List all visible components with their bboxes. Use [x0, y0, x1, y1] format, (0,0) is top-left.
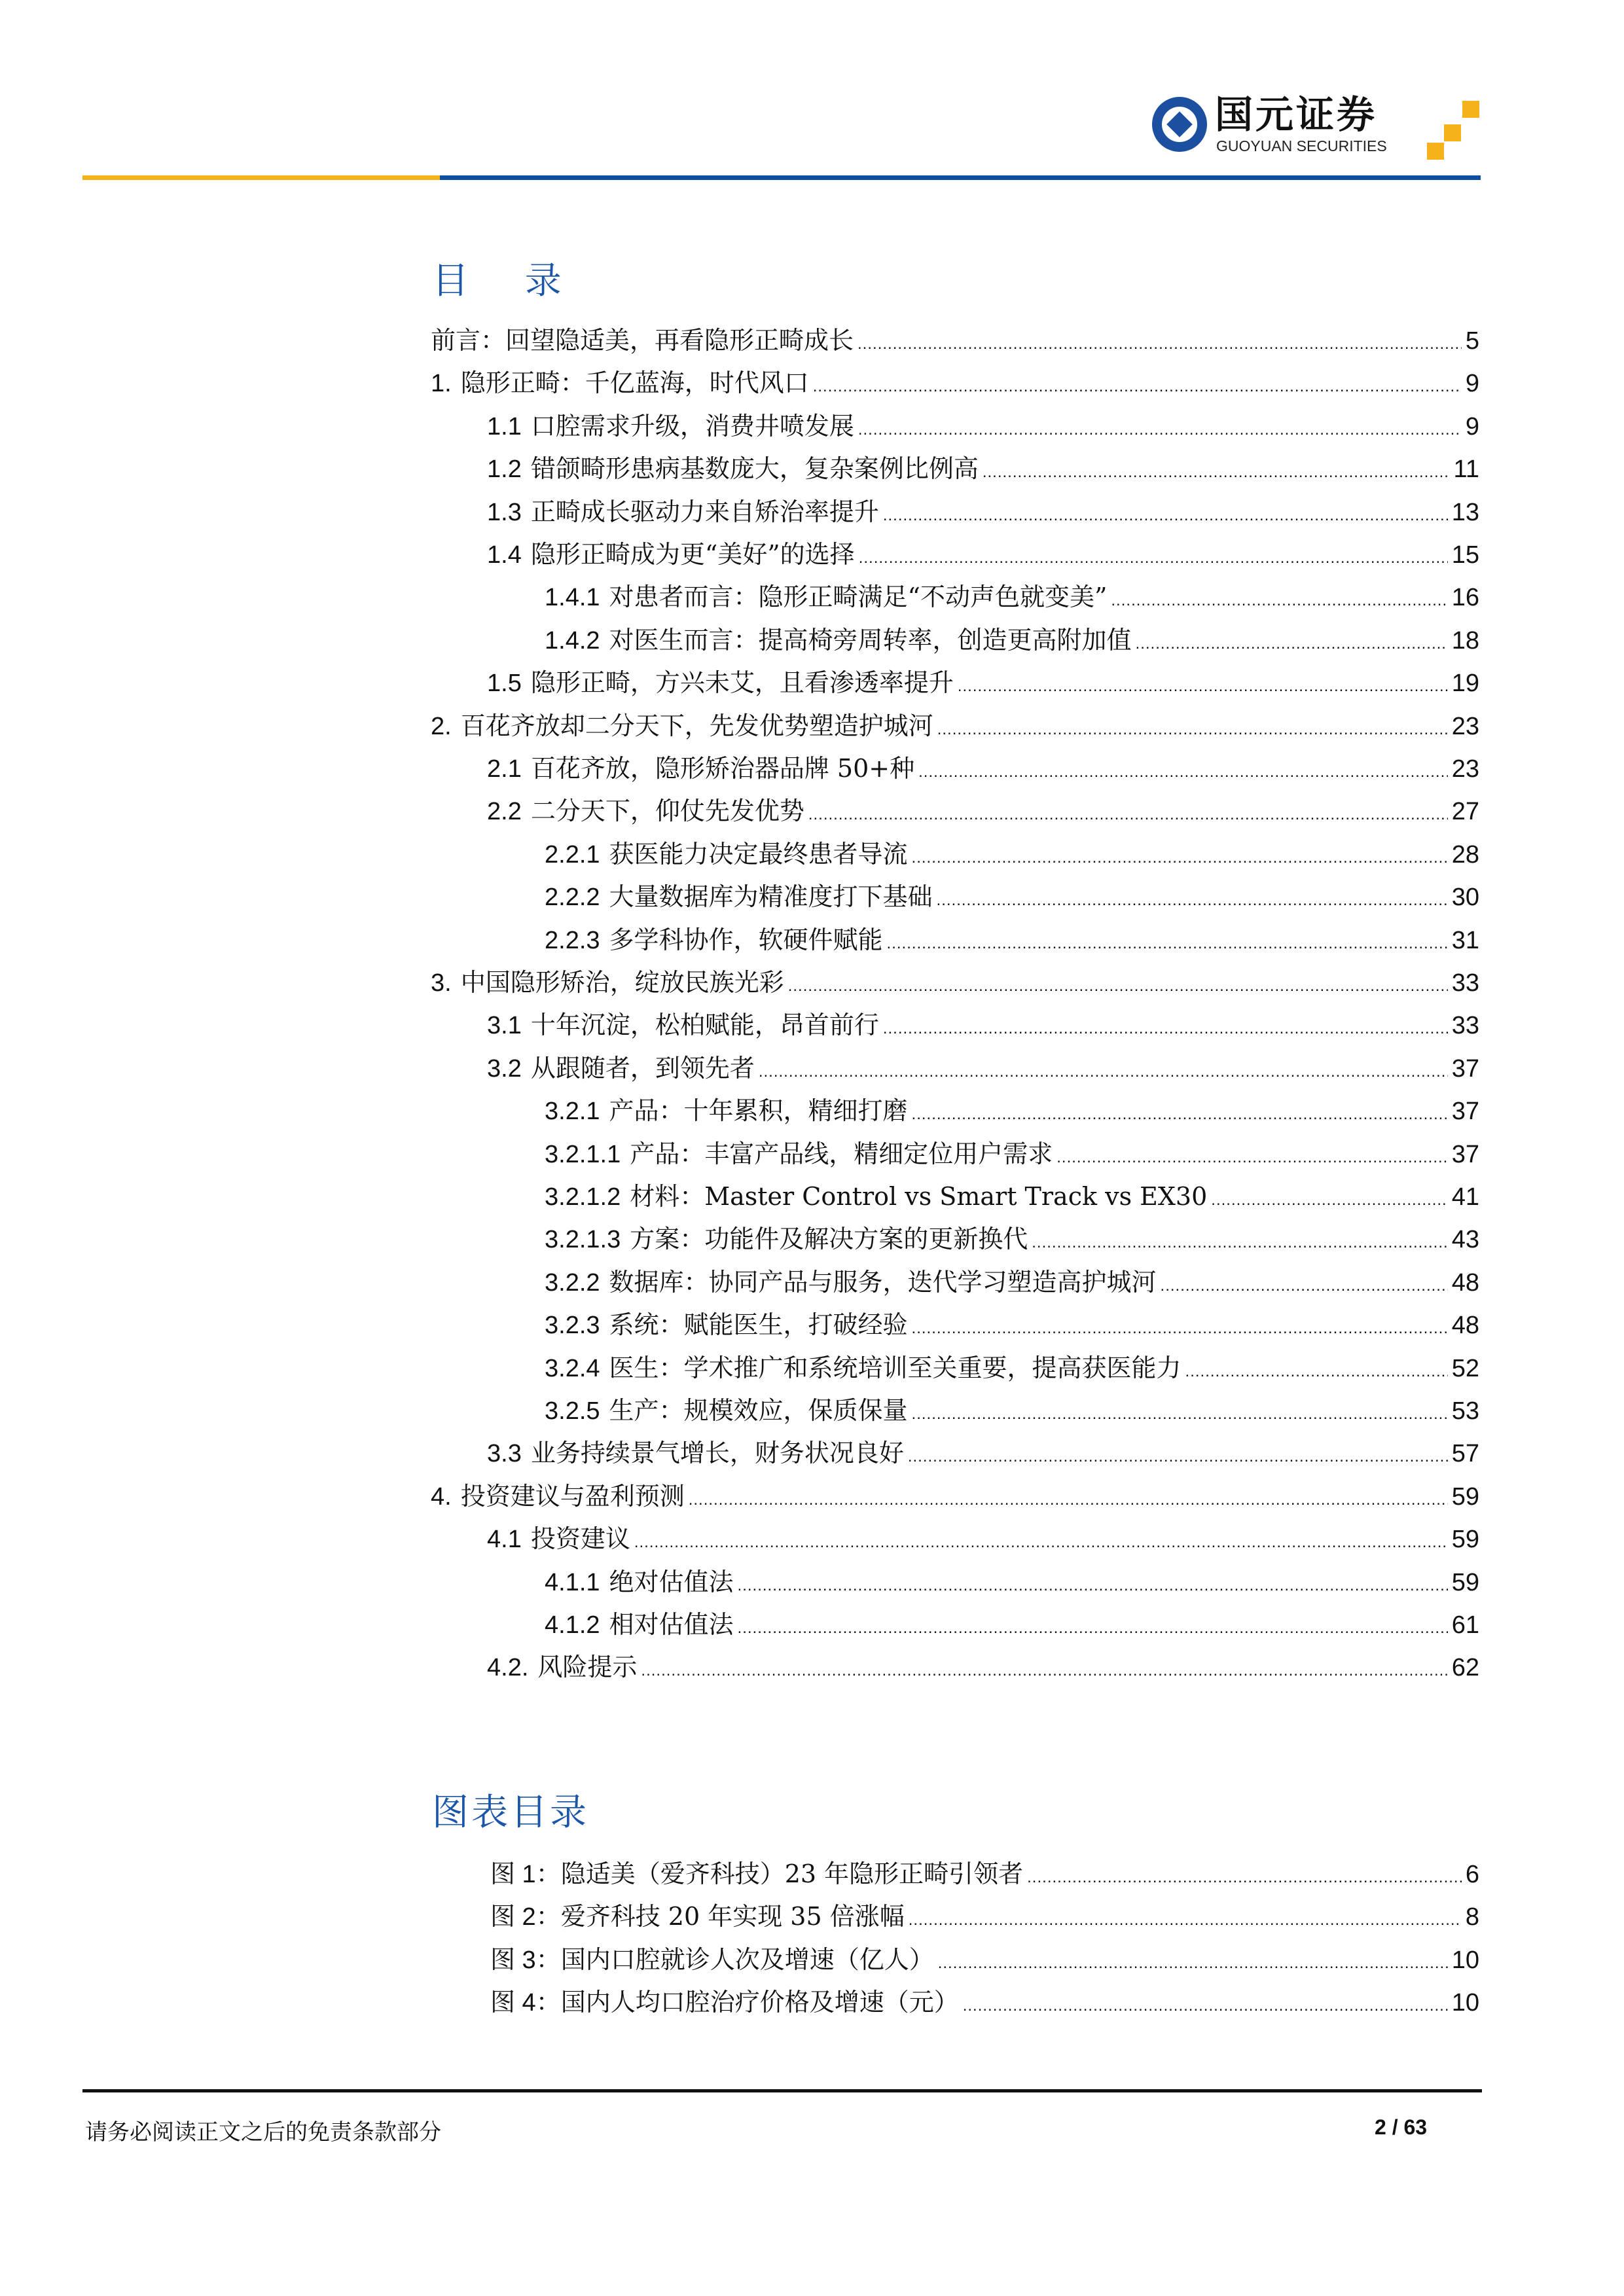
entry-number: 3.2.3	[545, 1312, 600, 1340]
entry-title: 隐形正畸：千亿蓝海，时代风口	[460, 368, 809, 398]
toc-entry[interactable]	[487, 538, 1479, 571]
entry-page: 53	[1451, 1397, 1479, 1425]
entry-number: 2.2.2	[545, 884, 600, 912]
dot-leader	[909, 1904, 1462, 1937]
entry-number: 3.2.5	[545, 1397, 600, 1425]
entry-page: 9	[1465, 412, 1479, 440]
toc-entry[interactable]	[487, 452, 1479, 485]
toc-entry[interactable]	[487, 666, 1479, 699]
dot-leader	[1111, 584, 1447, 617]
dot-leader	[1056, 1141, 1447, 1174]
entry-number: 3.	[431, 969, 452, 997]
entry-title: 产品：丰富产品线，精细定位用户需求	[630, 1139, 1053, 1168]
entry-title: 投资建议	[530, 1524, 630, 1554]
toc-entry[interactable]	[487, 1522, 1479, 1555]
toc-entry[interactable]	[545, 1223, 1479, 1255]
entry-number: 3.1	[487, 1012, 522, 1040]
dot-leader	[912, 842, 1448, 874]
entry-title: 医生：学术推广和系统培训至关重要，提高获医能力	[609, 1353, 1182, 1382]
dot-leader	[883, 1013, 1448, 1045]
entry-title: 前言：回望隐适美，再看隐形正畸成长	[431, 326, 854, 355]
page-number: 2 / 63	[1375, 2115, 1428, 2139]
toc-entry[interactable]	[545, 838, 1479, 870]
entry-title: 相对估值法	[609, 1610, 734, 1639]
toc-entry[interactable]	[487, 410, 1479, 442]
entry-number: 2.1	[487, 755, 522, 783]
toc-entry[interactable]	[487, 1437, 1479, 1469]
toc-entry[interactable]	[490, 1900, 1479, 1933]
entry-title: 数据库：协同产品与服务，迭代学习塑造高护城河	[609, 1267, 1157, 1297]
toc-entry[interactable]	[545, 581, 1479, 613]
dot-leader	[634, 1526, 1448, 1559]
entry-page: 5	[1465, 327, 1479, 355]
entry-title: 中国隐形矫治，绽放民族光彩	[460, 968, 784, 997]
entry-page: 23	[1451, 712, 1479, 740]
entry-title: 国内人均口腔治疗价格及增速（元）	[560, 1988, 959, 2017]
toc-entry[interactable]	[545, 1266, 1479, 1299]
dot-leader	[759, 1056, 1448, 1088]
entry-number: 1.1	[487, 412, 522, 440]
dot-leader	[858, 414, 1462, 446]
toc-entry[interactable]	[431, 966, 1479, 999]
entry-page: 59	[1451, 1482, 1479, 1511]
entry-number: 3.2.1.2	[545, 1183, 621, 1211]
entry-title: 正畸成长驱动力来自矫治率提升	[530, 497, 879, 526]
entry-page: 61	[1451, 1611, 1479, 1639]
dot-leader	[1136, 628, 1448, 660]
toc-entry[interactable]	[490, 1943, 1479, 1976]
entry-page: 8	[1465, 1903, 1479, 1931]
entry-page: 10	[1451, 1946, 1479, 1974]
logo-en-text: GUOYUAN SECURITIES	[1216, 137, 1387, 154]
entry-number: 3.2.1	[545, 1098, 600, 1126]
entry-page: 13	[1451, 498, 1479, 526]
entry-page: 16	[1451, 584, 1479, 612]
entry-page: 43	[1451, 1226, 1479, 1254]
dot-leader	[918, 756, 1448, 789]
entry-number: 1.2	[487, 456, 522, 484]
dot-leader	[1161, 1270, 1448, 1302]
entry-title: 对医生而言：提高椅旁周转率，创造更高附加值	[609, 625, 1132, 655]
toc-entry[interactable]	[490, 1986, 1479, 2018]
dot-leader	[963, 1990, 1448, 2022]
dot-leader	[1032, 1227, 1447, 1259]
dot-leader	[912, 1312, 1448, 1345]
entry-page: 57	[1451, 1440, 1479, 1468]
entry-title: 系统：赋能医生，打破经验	[609, 1310, 908, 1340]
entry-number: 1.3	[487, 498, 522, 526]
entry-title: 获医能力决定最终患者导流	[609, 839, 908, 869]
entry-title: 方案：功能件及解决方案的更新换代	[630, 1225, 1028, 1254]
entry-number: 3.2.1.1	[545, 1140, 621, 1168]
toc-entry[interactable]	[545, 924, 1479, 956]
entry-page: 48	[1451, 1268, 1479, 1297]
dot-leader	[813, 370, 1462, 403]
entry-page: 23	[1451, 755, 1479, 783]
entry-number: 3.3	[487, 1440, 522, 1468]
entry-page: 27	[1451, 798, 1479, 826]
dot-leader	[788, 970, 1448, 1003]
entry-page: 10	[1451, 1989, 1479, 2017]
entry-page: 52	[1451, 1354, 1479, 1382]
entry-page: 19	[1451, 670, 1479, 698]
dot-leader	[641, 1655, 1447, 1687]
entry-page: 62	[1451, 1654, 1479, 1682]
entry-title: 产品：十年累积，精细打磨	[609, 1096, 908, 1126]
toc-entry[interactable]	[431, 709, 1479, 742]
entry-number: 图 1：	[490, 1861, 561, 1888]
entry-page: 18	[1451, 626, 1479, 655]
entry-number: 4.1.1	[545, 1568, 600, 1596]
entry-page: 30	[1451, 884, 1479, 912]
entry-title: 多学科协作，软硬件赋能	[609, 925, 883, 954]
entry-number: 1.4.1	[545, 584, 600, 612]
dot-leader	[883, 499, 1448, 532]
dot-leader	[1211, 1184, 1447, 1217]
entry-number: 4.2.	[487, 1654, 529, 1682]
entry-number: 4.1.2	[545, 1611, 600, 1639]
entry-title: 从跟随者，到领先者	[530, 1053, 755, 1083]
entry-title: 对患者而言：隐形正畸满足“不动声色就变美”	[609, 583, 1108, 612]
dot-leader	[1185, 1355, 1448, 1388]
toc-entry[interactable]	[487, 795, 1479, 827]
dot-leader	[689, 1484, 1448, 1516]
entry-title: 百花齐放却二分天下，先发优势塑造护城河	[460, 711, 933, 740]
entry-number: 3.2.2	[545, 1268, 600, 1297]
entry-page: 48	[1451, 1312, 1479, 1340]
entry-title: 百花齐放，隐形矫治器品牌 50+种	[530, 754, 915, 783]
entry-number: 2.2	[487, 798, 522, 826]
dot-leader	[859, 542, 1448, 575]
logo-cn-text: 国元证券	[1215, 92, 1378, 137]
entry-page: 59	[1451, 1568, 1479, 1596]
logo-square-icon	[1462, 101, 1479, 118]
toc-entry[interactable]	[545, 1394, 1479, 1427]
toc-entry[interactable]	[487, 1052, 1479, 1085]
dot-leader	[887, 927, 1448, 960]
toc-entry[interactable]	[487, 495, 1479, 528]
entry-number: 2.2.3	[545, 926, 600, 954]
dot-leader	[808, 798, 1448, 831]
entry-title: 材料：Master Control vs Smart Track vs EX30	[630, 1182, 1208, 1211]
dot-leader	[738, 1612, 1448, 1645]
entry-number: 图 3：	[490, 1946, 561, 1974]
entry-page: 15	[1451, 541, 1479, 569]
toc-entry[interactable]	[545, 1180, 1479, 1213]
entry-number: 1.	[431, 370, 452, 398]
entry-title: 爱齐科技 20 年实现 35 倍涨幅	[560, 1902, 905, 1931]
entry-number: 1.4.2	[545, 626, 600, 655]
logo-square-icon	[1444, 124, 1461, 141]
entry-number: 4.1	[487, 1526, 522, 1554]
toc-entry[interactable]	[545, 1308, 1479, 1341]
entry-number: 3.2.4	[545, 1354, 600, 1382]
entry-page: 37	[1451, 1140, 1479, 1168]
entry-page: 33	[1451, 1012, 1479, 1040]
entry-number: 2.2.1	[545, 840, 600, 869]
entry-title: 隐形正畸，方兴未艾，且看渗透率提升	[530, 668, 954, 698]
dot-leader	[912, 1398, 1448, 1431]
entry-title: 二分天下，仰仗先发优势	[530, 797, 804, 826]
entry-number: 1.5	[487, 670, 522, 698]
entry-title: 十年沉淀，松柏赋能，昂首前行	[530, 1011, 879, 1040]
entry-title: 投资建议与盈利预测	[460, 1481, 685, 1511]
entry-number: 图 2：	[490, 1903, 561, 1931]
toc-entry[interactable]	[545, 1138, 1479, 1170]
dot-leader	[938, 1947, 1448, 1980]
entry-number: 3.2.1.3	[545, 1226, 621, 1254]
entry-title: 生产：规模效应，保质保量	[609, 1396, 908, 1425]
entry-number: 3.2	[487, 1054, 522, 1083]
entry-number: 4.	[431, 1482, 452, 1511]
toc-entry[interactable]	[545, 624, 1479, 656]
toc-entry[interactable]	[545, 1608, 1479, 1641]
entry-page: 6	[1465, 1861, 1479, 1888]
dot-leader	[983, 456, 1450, 489]
dot-leader	[738, 1570, 1448, 1602]
dot-leader	[958, 670, 1448, 703]
entry-page: 37	[1451, 1098, 1479, 1126]
entry-page: 31	[1451, 926, 1479, 954]
toc-entry[interactable]	[545, 1094, 1479, 1127]
entry-title: 大量数据库为精准度打下基础	[609, 882, 933, 912]
toc-title: 目 录	[432, 260, 564, 302]
entry-page: 37	[1451, 1054, 1479, 1083]
dot-leader	[912, 1098, 1448, 1131]
entry-title: 隐形正畸成为更“美好”的选择	[530, 540, 855, 569]
toc-entry[interactable]	[431, 324, 1479, 357]
dot-leader	[908, 1441, 1448, 1473]
entry-title: 错颌畸形患病基数庞大，复杂案例比例高	[530, 454, 979, 484]
dot-leader	[857, 328, 1462, 361]
toc-entry[interactable]	[487, 752, 1479, 785]
company-logo	[1152, 92, 1492, 164]
entry-title: 风险提示	[537, 1653, 638, 1682]
entry-page: 59	[1451, 1526, 1479, 1554]
dot-leader	[937, 884, 1448, 917]
dot-leader	[1027, 1861, 1462, 1894]
footer-disclaimer: 请务必阅读正文之后的免责条款部分	[85, 2119, 441, 2145]
footer-rule	[82, 2089, 1482, 2092]
toc-entry[interactable]	[545, 880, 1479, 913]
entry-page: 33	[1451, 969, 1479, 997]
toc-entry[interactable]	[431, 367, 1479, 399]
logo-square-icon	[1427, 143, 1444, 160]
toc-entry[interactable]	[545, 1352, 1479, 1384]
entry-title: 业务持续景气增长，财务状况良好	[530, 1439, 904, 1468]
entry-number: 2.	[431, 712, 452, 740]
entry-title: 隐适美（爱齐科技）23 年隐形正畸引领者	[560, 1859, 1024, 1888]
entry-page: 28	[1451, 840, 1479, 869]
entry-title: 口腔需求升级，消费井喷发展	[530, 411, 854, 440]
toc-entry[interactable]	[487, 1009, 1479, 1041]
header-rule-blue	[440, 175, 1481, 180]
entry-number: 1.4	[487, 541, 522, 569]
toc-entry[interactable]	[490, 1857, 1479, 1890]
entry-page: 41	[1451, 1183, 1479, 1211]
entry-page: 11	[1453, 456, 1479, 484]
entry-title: 国内口腔就诊人次及增速（亿人）	[560, 1945, 934, 1974]
toc-entry[interactable]	[431, 1480, 1479, 1513]
figures-title: 图表目录	[432, 1791, 589, 1834]
toc-entry[interactable]	[545, 1566, 1479, 1598]
toc-entry[interactable]	[487, 1651, 1479, 1683]
dot-leader	[937, 713, 1448, 746]
entry-page: 9	[1465, 370, 1479, 398]
header-rule-gold	[82, 175, 440, 180]
entry-title: 绝对估值法	[609, 1567, 734, 1596]
entry-number: 图 4：	[490, 1989, 561, 2017]
